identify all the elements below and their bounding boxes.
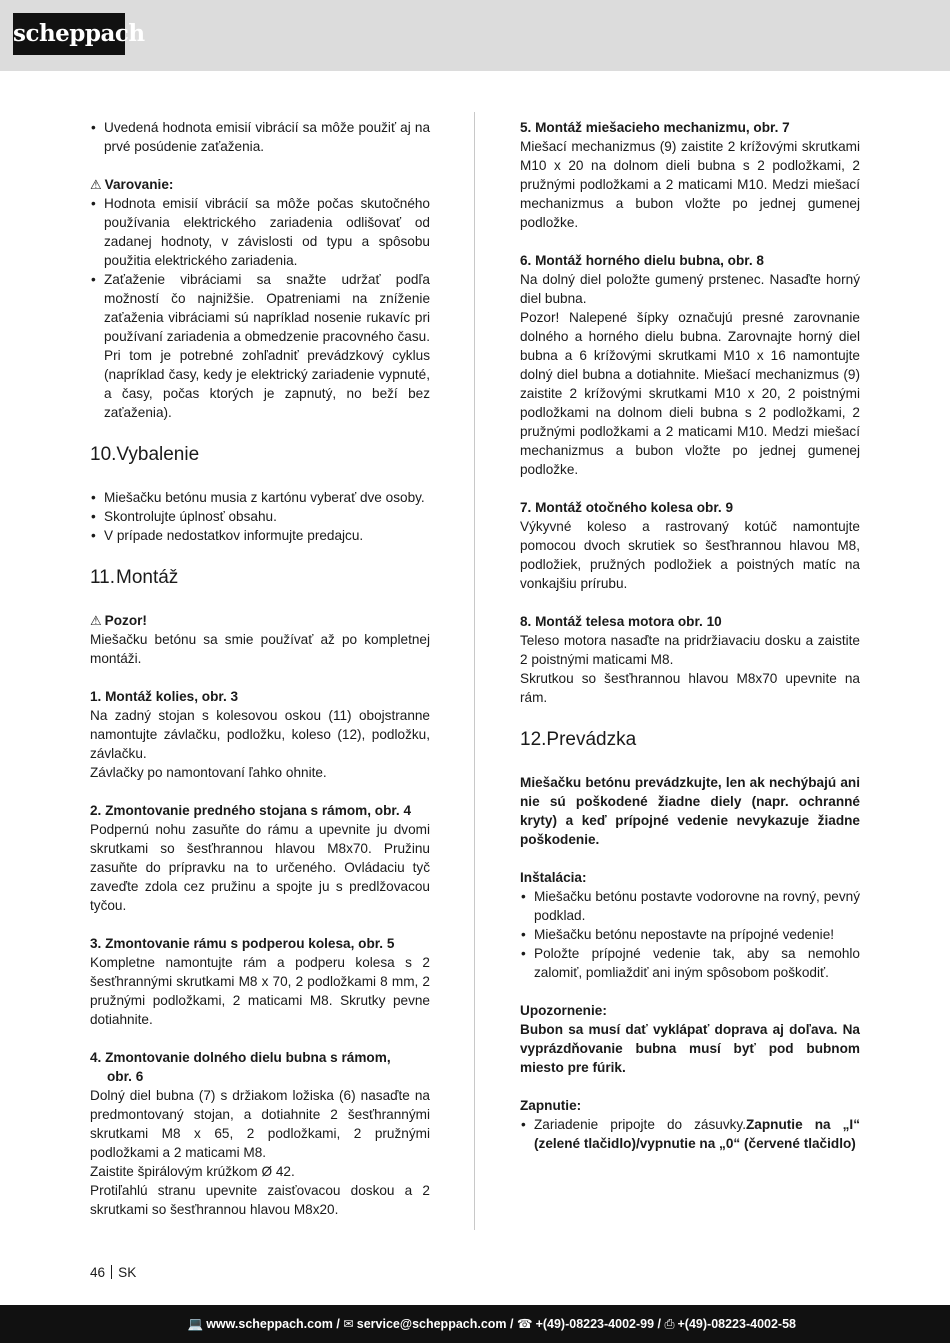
list-item: • Uvedená hodnota emisií vibrácií sa môže použiť aj na prvé posúdenie zaťaženia. <box>90 118 430 156</box>
caution-heading: ⚠ Pozor! <box>90 613 147 628</box>
step-8-title: 8. Montáž telesa motora obr. 10 <box>520 614 722 629</box>
operation-warning: Miešačku betónu prevádzkujte, len ak nechýbajú ani nie sú poškodené žiadne diely (napr. ochranné kryty) a keď prípojné vedenie nevykazuje žiadne poškodenie. <box>520 775 860 847</box>
page-footer <box>0 1305 950 1343</box>
list-item: • Hodnota emisií vibrácií sa môže počas skutočného používania elektrického zariadenia odlišovať od zadanej hodnoty, v závislosti od typu a spôsobu použitia elektrického zariadenia. <box>90 194 430 270</box>
step-7-text: Výkyvné koleso a rastrovaný kotúč namontujte pomocou dvoch skrutiek so šesťhrannou hlavou M8, podložiek, pružných podložiek a poistných matíc na vonkajšiu prírubu. <box>520 519 860 591</box>
warning-heading: ⚠ Varovanie: <box>90 177 174 192</box>
step-8-text-2: Skrutkou so šesťhrannou hlavou M8x70 upevnite na rám. <box>520 671 860 705</box>
step-6-text: Na dolný diel položte gumený prstenec. Nasaďte horný diel bubna. <box>520 272 860 306</box>
list-item: • Skontrolujte úplnosť obsahu. <box>90 507 430 526</box>
list-item: • Miešačku betónu musia z kartónu vyberať dve osoby. <box>90 488 430 507</box>
computer-icon: 💻 <box>187 1317 204 1331</box>
list-item: • Miešačku betónu postavte vodorovne na rovný, pevný podklad. <box>520 887 860 925</box>
list-item: • Zariadenie pripojte do zásuvky.Zapnutie na „I“ (zelené tlačidlo)/vypnutie na „0“ (červené tlačidlo) <box>520 1115 860 1153</box>
step-7-title: 7. Montáž otočného kolesa obr. 9 <box>520 500 734 515</box>
list-item: • Zaťaženie vibráciami sa snažte udržať podľa možností čo najnižšie. Opatreniami na zníženie zaťaženia vibráciami sú napríklad nosenie rukavíc pri používaní zariadenia a obmedzenie pracovného času. Pri tom je potrebné zohľadniť prevádzkový cyklus (napríklad časy, kedy je elektrický zariadenie vypnuté, a časy, počas ktorých je zapnutý, no beží bez zaťaženia). <box>90 270 430 422</box>
step-6-text-2: Pozor! Nalepené šípky označujú presné zarovnanie dolného a horného dielu bubna. Zarovnajte horný diel bubna a 6 krížovými skrutkami M10 x 16 namontujte dolný diel bubna a dotiahnite. Miešací mechanizmus (9) zaistite 2 krížovými skrutkami M10 x 20, 2 poistnými podložkami na dolnom dieli bubna s 2 podložkami, 2 pružnými podložkami a 2 maticami M10. Medzi miešací mechanizmus a bubon vložte po jednej gumenej podložke. <box>520 310 860 477</box>
note-text: Bubon sa musí dať vyklápať doprava aj doľava. Na vyprázdňovanie bubna musí byť pod bubnom miesto pre fúrik. <box>520 1022 860 1075</box>
step-2-text: Podpernú nohu zasuňte do rámu a upevnite ju dvomi skrutkami so šesťhrannou hlavou M8x70. Pružinu zasuňte do prípravku na to určeného. Ovládaciu tyč zaveďte zdola cez pružinu a spojte ju s predlžovacou tyčou. <box>90 822 430 913</box>
step-2-title: 2. Zmontovanie predného stojana s rámom, obr. 4 <box>90 803 412 818</box>
section-heading-assembly: 11.Montáž <box>90 567 179 588</box>
step-3-text: Kompletne namontujte rám a podperu kolesa s 2 šesťhrannými skrutkami M8 x 70, 2 podložkami 8 mm, 2 pružnými podložkami, 2 maticami M8. Skrutky pevne dotiahnite. <box>90 955 430 1027</box>
step-1-text-2: Závlačky po namontovaní ľahko ohnite. <box>90 765 327 780</box>
step-4-title: 4. Zmontovanie dolného dielu bubna s rámom, obr. 6 <box>90 1050 391 1084</box>
installation-list <box>520 887 860 982</box>
step-1-text: Na zadný stojan s kolesovou oskou (11) obojstranne namontujte závlačku, podložku, koleso (12), podložku, závlačku. <box>90 708 430 761</box>
footer-contacts <box>188 1305 796 1343</box>
warning-triangle-icon: ⚠ <box>90 613 102 628</box>
right-column <box>520 118 860 1153</box>
unpacking-list <box>90 488 430 545</box>
switch-on-heading: Zapnutie: <box>520 1098 582 1113</box>
step-5-text: Miešací mechanizmus (9) zaistite 2 krížovými skrutkami M10 x 20 na dolnom dieli bubna s 2 podložkami, 2 pružnými podložkami a 2 maticami M10. Medzi miešací mechanizmus a bubon vložte po jednej gumenej podložke. <box>520 139 860 230</box>
installation-heading: Inštalácia: <box>520 870 587 885</box>
caution-text: Miešačku betónu sa smie používať až po kompletnej montáži. <box>90 632 430 666</box>
separator <box>111 1265 112 1279</box>
footer-web-link[interactable]: www.scheppach.com / <box>206 1317 340 1331</box>
list-item: • Miešačku betónu nepostavte na prípojné vedenie! <box>520 925 860 944</box>
phone-icon: ☎ <box>516 1317 533 1331</box>
footer-fax: +(49)-08223-4002-58 <box>677 1317 796 1331</box>
switch-on-list <box>520 1115 860 1153</box>
column-divider <box>474 112 475 1230</box>
step-5-title: 5. Montáž miešacieho mechanizmu, obr. 7 <box>520 120 790 135</box>
note-heading: Upozornenie: <box>520 1003 607 1018</box>
section-heading-operation: 12.Prevádzka <box>520 729 637 750</box>
mail-icon: ✉ <box>343 1317 354 1331</box>
page-header <box>0 0 950 71</box>
step-3-title: 3. Zmontovanie rámu s podperou kolesa, obr. 5 <box>90 936 395 951</box>
left-column <box>90 118 430 1219</box>
list-item: • Položte prípojné vedenie tak, aby sa nemohlo zalomiť, pomliaždiť ani iným spôsobom poškodiť. <box>520 944 860 982</box>
fax-icon: ⎙ <box>664 1317 675 1331</box>
brand-logo: scheppach <box>13 13 125 55</box>
section-heading-unpacking: 10.Vybalenie <box>90 444 200 465</box>
step-4-text-2: Zaistite špirálovým krúžkom Ø 42. <box>90 1164 295 1179</box>
step-6-title: 6. Montáž horného dielu bubna, obr. 8 <box>520 253 764 268</box>
warning-triangle-icon: ⚠ <box>90 177 102 192</box>
footer-phone: +(49)-08223-4002-99 / <box>535 1317 661 1331</box>
step-8-text: Teleso motora nasaďte na pridržiavaciu dosku a zaistite 2 poistnými maticami M8. <box>520 633 860 667</box>
step-4-text: Dolný diel bubna (7) s držiakom ložiska (6) nasaďte na predmontovaný stojan, a dotiahnite 2 šesťhrannými skrutkami M8 x 65, 2 podložkami, 2 pružnými podložkami a 2 maticami M8. <box>90 1088 430 1160</box>
list-item: • V prípade nedostatkov informujte predajcu. <box>90 526 430 545</box>
step-4-text-3: Protiľahlú stranu upevnite zaisťovacou doskou a 2 skrutkami so šesťhrannou hlavou M8x20. <box>90 1183 430 1217</box>
page-number: 46 SK <box>90 1265 137 1280</box>
step-1-title: 1. Montáž kolies, obr. 3 <box>90 689 239 704</box>
intro-list <box>90 118 430 156</box>
warning-list <box>90 194 430 422</box>
footer-email-link[interactable]: service@scheppach.com / <box>356 1317 514 1331</box>
